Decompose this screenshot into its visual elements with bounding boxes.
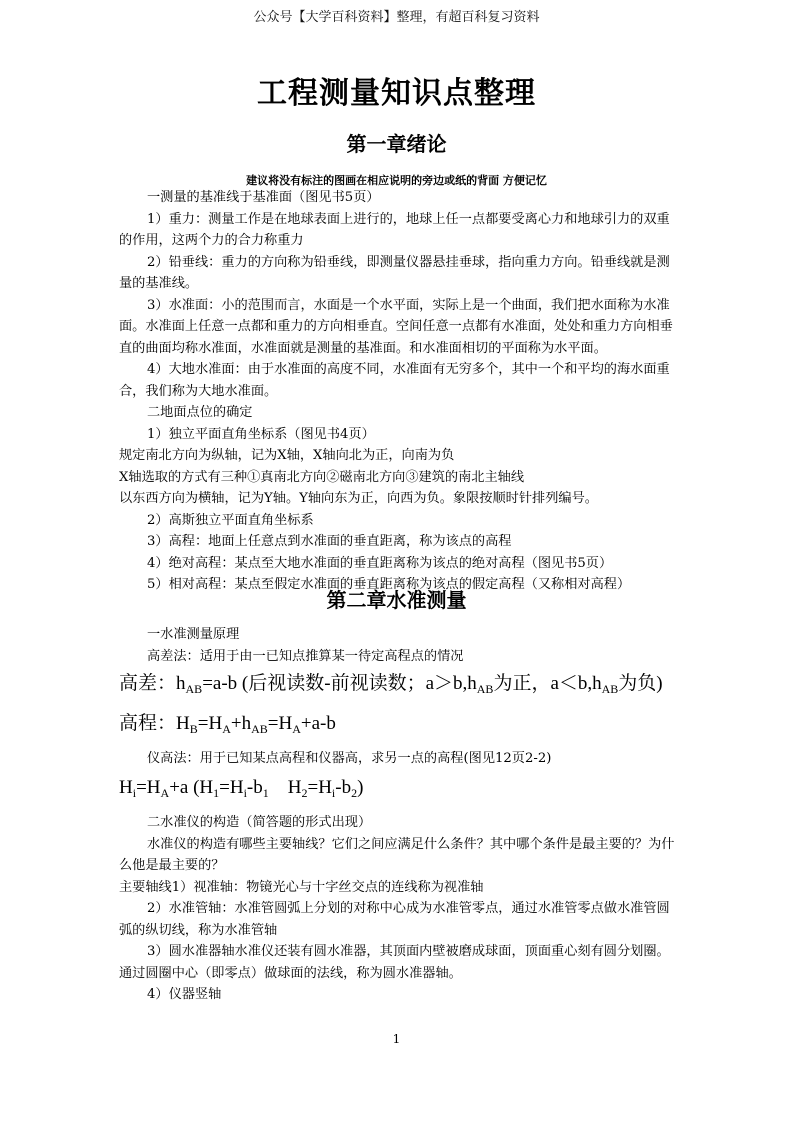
paragraph: 一测量的基准线于基准面（图见书5页） [147,190,380,205]
paragraph: 2）高斯独立平面直角坐标系 [147,512,314,528]
paragraph: 4）仪器竖轴 [147,987,222,1002]
paragraph: 4）大地水准面：由于水准面的高度不同，水准面有无穷多个，其中一个和平均的海水面重合，我们称为大地水准面。 [119,362,670,399]
chapter2-intro [119,624,677,667]
page-number: 1 [392,1032,401,1046]
paragraph: 一水准测量原理 [147,627,240,642]
paragraph: 2）铅垂线：重力的方向称为铅垂线，即测量仪器悬挂垂球，指向重力方向。铅垂线就是测量的基准线。 [119,254,670,291]
chapter2-heading: 第二章水准测量 [326,588,467,612]
paragraph: 仪高法：用于已知某点高程和仪器高，求另一点的高程(图见12页2-2) [147,751,552,766]
paragraph: X轴选取的方式有三种①真南北方向②磁南北方向③建筑的南北主轴线 [119,469,525,485]
chapter1-body [119,187,677,596]
paragraph: 3）高程：地面上任意点到水准面的垂直距离，称为该点的高程 [147,534,512,549]
paragraph: 4）绝对高程：某点至大地水准面的垂直距离称为该点的绝对高程（图见书5页） [147,555,613,571]
paragraph: 高差法：适用于由一已知点推算某一待定高程点的情况 [147,648,464,664]
instrument-method [119,748,677,770]
page-header: 公众号【大学百科资料】整理，有超百科复习资料 [253,10,540,25]
paragraph: 1）独立平面直角坐标系（图见书4页） [147,426,375,442]
paragraph: 3）圆水准器轴水准仪还装有圆水准器，其顶面内壁被磨成球面，顶面重心刻有圆分划圈。通过圆圈中心（即零点）做球面的法线，称为圆水准器轴。 [119,944,670,981]
paragraph: 水准仪的构造有哪些主要轴线？它们之间应满足什么条件？其中哪个条件是最主要的？为什么他是最主要的？ [119,836,675,873]
paragraph: 规定南北方向为纵轴，记为X轴，X轴向北为正，向南为负 [119,448,455,463]
paragraph: 主要轴线1）视准轴：物镜光心与十字丝交点的连线称为视准轴 [119,879,484,895]
paragraph: 二地面点位的确定 [147,405,253,420]
paragraph: 3）水准面：小的范围而言，水面是一个水平面，实际上是一个曲面，我们把水面称为水准面。水准面上任意一点都和重力的方向相垂直。空间任意一点都有水准面，处处和重力方向相垂直的曲面均称水准面，水准面就是测量的基准面。和水准面相切的平面称为水平面。 [119,297,673,356]
paragraph: 二水准仪的构造（简答题的形式出现） [147,815,372,830]
height-difference-formula: 高差：$h_{AB}=a-b$ (后视读数-前视读数；$a>b,h_{AB}$为正，$a<b,h_{AB}$为负) [119,673,663,696]
document-title: 工程测量知识点整理 [257,76,536,111]
paragraph: 2）水准管轴：水准管圆弧上分划的对称中心成为水准管零点，通过水准管零点做水准管圆弧的纵切线，称为水准管轴 [119,901,670,938]
chapter1-note: 建议将没有标注的图画在相应说明的旁边或纸的背面 方便记忆 [246,174,547,187]
paragraph: 1）重力：测量工作是在地球表面上进行的，地球上任一点都要受离心力和地球引力的双重的作用，这两个力的合力称重力 [119,211,670,248]
chapter2-body [119,812,677,1006]
instrument-height-formula: $H_i=H_A+a$ ($H_1=H_i-b_1$ $H_2=H_i-b_2$) [119,777,364,800]
chapter1-heading: 第一章绪论 [346,132,447,156]
elevation-formula: 高程：$H_B=H_A+h_{AB}=H_A+a-b$ [119,713,336,736]
paragraph: 5）相对高程：某点至假定水准面的垂直距离称为该点的假定高程（又称相对高程） [147,577,631,592]
paragraph: 以东西方向为横轴，记为Y轴。Y轴向东为正，向西为负。象限按顺时针排列编号。 [119,491,598,506]
